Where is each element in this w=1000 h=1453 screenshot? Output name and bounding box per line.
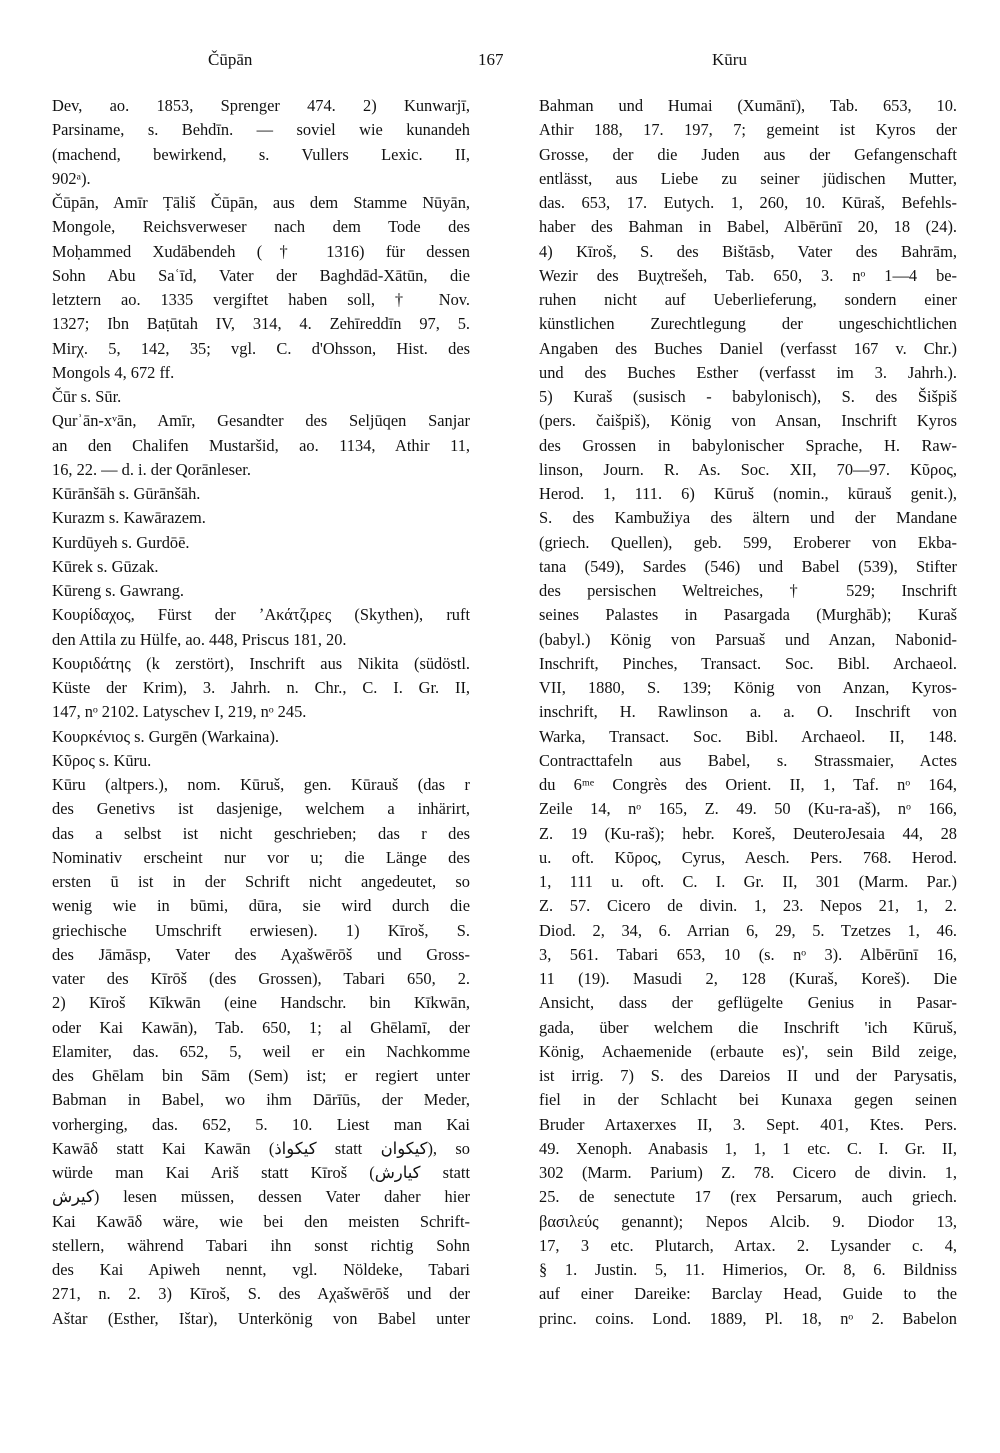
text-line: Athir 188, 17. 197, 7; gemeint ist Kyros der <box>539 120 957 140</box>
text-line: das a selbst ist nicht geschrieben; das r des <box>52 823 470 843</box>
text-line: Kūrānšāh s. Gūrānšāh. <box>52 484 201 503</box>
text-line: Qurʾān-xᵛān, Amīr, Gesandter des Seljūqen Sanjar <box>52 411 470 431</box>
text-line: S. des Kambužiya des ältern und der Mandane <box>539 508 957 528</box>
text-line: Mongole, Reichsverweser nach dem Tode des <box>52 217 470 237</box>
text-line: Kūru (altpers.), nom. Kūruš, gen. Kūrauš (das r <box>52 775 470 794</box>
text-line: und des Buches Esther (verfasst im 3. Jahrh.). <box>539 362 957 382</box>
text-line: princ. coins. Lond. 1889, Pl. 18, nᵒ 2. Babelon <box>539 1308 957 1328</box>
text-line: Diod. 2, 34, 6. Arrian 6, 29, 5. Tzetzes 1, 46. <box>539 920 957 940</box>
running-header <box>0 50 1000 76</box>
text-line: den Attila zu Hülfe, ao. 448, Priscus 181, 20. <box>52 629 347 649</box>
text-line: Κουρκένιος s. Gurgēn (Warkaina). <box>52 726 280 746</box>
text-line: Elamiter, das. 652, 5, weil er ein Nachkomme <box>52 1041 470 1061</box>
text-line: (griech. Quellen), geb. 599, Eroberer von Ekba- <box>539 532 957 552</box>
text-line: das. 653, 17. Eutych. 1, 260, 10. Kūraš, Befehls- <box>539 193 957 212</box>
text-line: VII, 1880, S. 139; König von Anzan, Kyros- <box>539 678 957 697</box>
text-line: كيرش) lesen müssen, dessen Vater daher hier <box>52 1187 470 1207</box>
text-line: Contracttafeln aus Babel, s. Strassmaier, Actes <box>539 750 957 770</box>
text-line: Mirχ. 5, 142, 35; vgl. C. d'Ohsson, Hist. des <box>52 338 470 358</box>
text-line: stellern, während Tabari ihn sonst richtig Sohn <box>52 1235 470 1255</box>
text-line: 3, 561. Tabari 653, 10 (s. nᵒ 3). Albērūnī 16, <box>539 944 957 964</box>
left-column <box>52 94 470 1331</box>
text-line: fiel in der Schlacht bei Kunaxa gegen seinen <box>539 1090 957 1110</box>
text-line: vater des Kīrōš (des Grossen), Tabari 650, 2. <box>52 969 470 988</box>
text-line: auf einer Dareike: Barclay Head, Guide to the <box>539 1284 957 1304</box>
text-line: oder Kai Kawān), Tab. 650, 1; al Ghēlamī, der <box>52 1017 470 1037</box>
text-line: Bruder Artaxerxes II, 3. Sept. 401, Ktes. Pers. <box>539 1114 957 1134</box>
text-line: künstlichen Zurechtlegung der ungeschichtlichen <box>539 314 957 334</box>
text-line: Κουριδάτης (k zerstört), Inschrift aus Nikita (südöstl. <box>52 653 470 673</box>
text-line: (babyl.) König von Parsuaš und Anzan, Nabonid- <box>539 629 957 649</box>
text-line: Kūreng s. Gawrang. <box>52 581 184 600</box>
text-line: ersten ū ist in der Schrift nicht angedeutet, so <box>52 872 470 891</box>
text-line: 1327; Ibn Baṭūtah IV, 314, 4. Zehīreddīn 97, 5. <box>52 314 470 334</box>
text-line: Babman in Babel, wo ihm Dārīūs, der Meder, <box>52 1090 470 1110</box>
text-line: Kurdūyeh s. Gurdōē. <box>52 532 190 552</box>
text-line: 4) Kīroš, S. des Bištāsb, Vater des Bahrām, <box>539 241 957 261</box>
text-line: letztern ao. 1335 vergiftet haben soll, † Nov. <box>52 290 470 309</box>
text-line: Bahman und Humai (Xumānī), Tab. 653, 10. <box>539 96 957 115</box>
text-line: tana (549), Sardes (546) und Babel (539), Stifter <box>539 556 957 576</box>
text-line: Inschrift, Pinches, Transact. Soc. Bibl. Archaeol. <box>539 653 957 673</box>
text-line: Küste der Krim), 3. Jahrh. n. Chr., C. I. Gr. II, <box>52 678 470 697</box>
text-line: Κῦρος s. Kūru. <box>52 750 152 770</box>
text-line: Herod. 1, 111. 6) Kūruš (nomin., kūrauš genit.), <box>539 484 957 503</box>
text-line: Grosse, der die Juden aus der Gefangenschaft <box>539 144 957 164</box>
text-line: Z. 57. Cicero de divin. 1, 23. Nepos 21, 1, 2. <box>539 896 957 916</box>
text-line: 11 (19). Masudi 2, 128 (Kuraš, Koreš). Die <box>539 969 957 988</box>
text-line: Aštar (Esther, Ištar), Unterkönig von Babel unter <box>52 1308 470 1328</box>
text-line: 16, 22. — d. i. der Qorānleser. <box>52 459 251 479</box>
text-line: 147, nᵒ 2102. Latyschev I, 219, nᵒ 245. <box>52 702 307 722</box>
text-line: Nominativ erscheint nur vor u; die Länge des <box>52 847 470 867</box>
text-line: 2) Kīroš Kīkwān (eine Handschr. bin Kīkwān, <box>52 993 470 1013</box>
text-line: würde man Kai Ariš statt Kīroš (كيارش statt <box>52 1163 470 1182</box>
text-line: du 6ᵐᵉ Congrès des Orient. II, 1, Taf. nᵒ 164, <box>539 775 957 794</box>
text-line: Warka, Transact. Soc. Bibl. Archaeol. II, 148. <box>539 726 957 746</box>
text-line: (machend, bewirkend, s. Vullers Lexic. II, <box>52 144 470 164</box>
text-line: gada, über welchem die Inschrift 'ich Kūruš, <box>539 1017 957 1037</box>
text-line: des Ghēlam bin Sām (Sem) ist; er regiert unter <box>52 1066 470 1085</box>
text-line: βασιλεύς genannt); Nepos Alcib. 9. Diodor 13, <box>539 1211 957 1231</box>
header-left-headword: Čūpān <box>208 50 253 69</box>
text-line: Kai Kawāδ wäre, wie bei den meisten Schrift- <box>52 1211 470 1231</box>
text-line: Parsiname, s. Behdīn. — soviel wie kunandeh <box>52 120 470 140</box>
text-line: 302 (Marm. Parium) Z. 78. Cicero de divin. 1, <box>539 1163 957 1182</box>
text-line: Z. 19 (Ku-raš); hebr. Koreš, DeuteroJesaia 44, 28 <box>539 823 957 843</box>
text-line: Mongols 4, 672 ff. <box>52 362 175 382</box>
text-line: inschrift, H. Rawlinson a. a. O. Inschrift von <box>539 702 957 722</box>
text-line: 49. Xenoph. Anabasis 1, 1, 1 etc. C. I. Gr. II, <box>539 1138 957 1158</box>
text-line: 271, n. 2. 3) Kīroš, S. des Aχašwērōš und der <box>52 1284 470 1304</box>
text-line: wenig wie in būmi, dūra, sie wird durch die <box>52 896 470 916</box>
text-line: Dev, ao. 1853, Sprenger 474. 2) Kunwarjī, <box>52 96 470 115</box>
text-line: 902ᵃ). <box>52 168 91 188</box>
text-line: griechische Umschrift erwiesen). 1) Kīroš, S. <box>52 920 470 940</box>
text-line: Moḥammed Xudābendeh († 1316) für dessen <box>52 241 470 261</box>
text-line: des Grossen in babylonischer Sprache, H. Raw- <box>539 435 957 455</box>
text-line: u. oft. Κῦρος, Cyrus, Aesch. Pers. 768. Herod. <box>539 847 957 867</box>
text-line: Zeile 14, nᵒ 165, Z. 49. 50 (Ku-ra-aš), nᵒ 166, <box>539 799 957 819</box>
text-line: 17, 3 etc. Plutarch, Artax. 2. Lysander c. 4, <box>539 1235 957 1255</box>
text-line: Angaben des Buches Daniel (verfasst 167 v. Chr.) <box>539 338 957 358</box>
text-line: Sohn Abu Saʿīd, Vater der Baghdād-Xātūn, die <box>52 265 470 285</box>
text-line: haber des Bahman in Babel, Albērūnī 20, 18 (24). <box>539 217 957 237</box>
text-line: des Jāmāsp, Vater des Aχašwērōš und Gross- <box>52 944 470 964</box>
text-line: Čūpān, Amīr Ṭāliš Čūpān, aus dem Stamme Nūyān, <box>52 193 470 212</box>
text-line: des Kai Apiweh nennt, vgl. Nöldeke, Tabari <box>52 1260 470 1279</box>
text-line: ruhen nicht auf Ueberlieferung, sondern einer <box>539 290 957 309</box>
text-line: Ansicht, dass der geflügelte Genius in Pasar- <box>539 993 957 1013</box>
text-line: (pers. čaišpiš), König von Ansan, Inschrift Kyros <box>539 411 957 431</box>
text-line: § 1. Justin. 5, 11. Himerios, Or. 8, 6. Bildniss <box>539 1260 957 1279</box>
text-line: Wezir des Buχtrešeh, Tab. 650, 3. nᵒ 1—4 be- <box>539 265 957 285</box>
right-column <box>539 94 957 1331</box>
text-line: vorherging, das. 652, 5. 10. Liest man Kai <box>52 1114 470 1134</box>
text-line: an den Chalifen Mustaršid, ao. 1134, Athir 11, <box>52 435 470 455</box>
text-line: 25. de senectute 17 (rex Persarum, auch griech. <box>539 1187 957 1207</box>
text-line: 1, 111 u. oft. C. I. Gr. II, 301 (Marm. Par.) <box>539 872 957 891</box>
text-line: entlässt, aus Liebe zu seiner jüdischen Mutter, <box>539 168 957 188</box>
text-line: linson, Journ. R. As. Soc. XII, 70—97. Κῦρος, <box>539 459 957 479</box>
text-line: Čūr s. Sūr. <box>52 387 122 406</box>
text-line: ist irrig. 7) S. des Dareios II und der Parysatis, <box>539 1066 957 1085</box>
header-right-headword: Kūru <box>712 50 747 69</box>
text-line: des Genetivs ist dasjenige, welchem a inhärirt, <box>52 799 470 819</box>
text-line: 5) Kuraš (susisch - babylonisch), S. des Šišpiš <box>539 387 957 406</box>
text-line: Kurazm s. Kawārazem. <box>52 508 206 528</box>
text-line: Kūrek s. Gūzak. <box>52 556 159 576</box>
text-line: Kawāδ statt Kai Kawān (كيكواذ statt كيكوان), so <box>52 1138 470 1158</box>
text-line: Κουρίδαχος, Fürst der ʼΑκάτζιρες (Skythen), ruft <box>52 605 470 625</box>
text-line: des persischen Weltreiches, † 529; Inschrift <box>539 581 957 600</box>
text-line: seines Palastes in Pasargada (Murghāb); Kuraš <box>539 605 957 625</box>
page-number: 167 <box>478 50 504 69</box>
text-line: König, Achaemenide (erbaute es)', sein Bild zeige, <box>539 1041 957 1061</box>
